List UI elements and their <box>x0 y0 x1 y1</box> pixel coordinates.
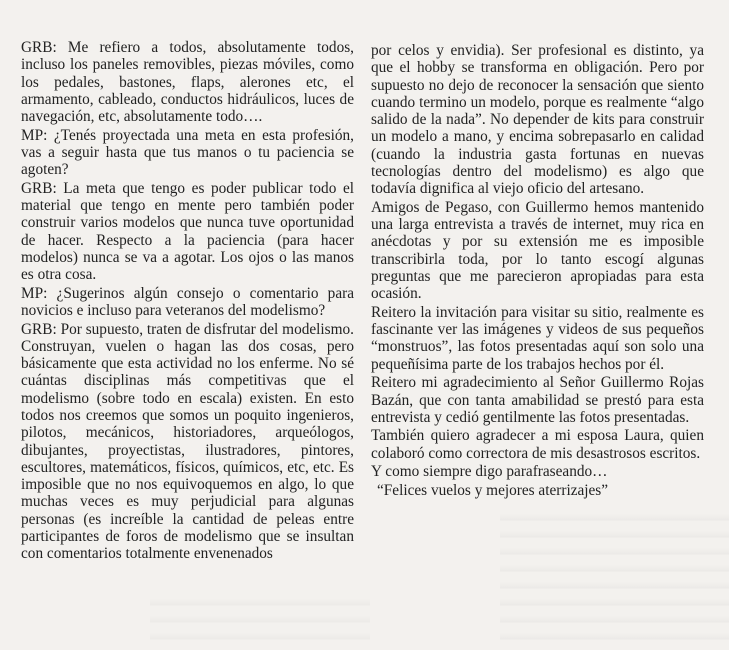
paragraph-mp-question-consejo: MP: ¿Sugerinos algún consejo o comentario para novicios e incluso para veteranos del modelismo? <box>21 284 354 320</box>
right-text-column <box>371 42 704 500</box>
left-text-column <box>21 39 354 564</box>
paragraph-agradecer-laura: También quiero agradecer a mi esposa Laura, quien colaboró como correctora de mis desastrosos escritos. <box>371 427 704 462</box>
paragraph-amigos-de-pegaso: Amigos de Pegaso, con Guillermo hemos mantenido una larga entrevista a través de internet, muy rica en anécdotas y por su extensión me es imposible transcribirla toda, por lo tanto escogí algunas preguntas que me parecieron apropiadas para esta ocasión. <box>371 198 704 303</box>
paragraph-agradecimiento: Reitero mi agradecimiento al Señor Guillermo Rojas Bazán, que con tanta amabilidad se prestó para esta entrevista y cedió gentilmente las fotos presentadas. <box>371 374 704 426</box>
bleed-through-texture-left <box>150 590 370 650</box>
paragraph-parafraseando: Y como siempre digo parafraseando… <box>371 463 608 481</box>
paragraph-grb-answer-meta: GRB: La meta que tengo es poder publicar todo el material que tengo en mente pero también poder construir varios modelos que nunca tuve oportunidad de hacer. Respecto a la paciencia (para hacer modelos) nunca se va a agotar. Los ojos o las manos es otra cosa. <box>21 179 354 284</box>
paragraph-invitacion: Reitero la invitación para visitar su sitio, realmente es fascinante ver las imágenes y videos de sus pequeños “monstruos”, las fotos presentadas aquí son solo una pequeñísima parte de los trabajos hechos por él. <box>371 303 704 373</box>
paragraph-grb-answer-consejo: GRB: Por supuesto, traten de disfrutar del modelismo. Construyan, vuelen o hagan las dos cosas, pero básicamente que esta actividad no los enferme. No sé cuántas disciplinas más competitivas que el modelismo (sobre todo en escala) existen. En esto todos nos creemos que somos un poquito ingenieros, pilotos, mecánicos, historiadores, arqueólogos, dibujantes, proyectistas, ilustradores, pintores, escultores, matemáticos, físicos, químicos, etc, etc. Es imposible que no nos equivoquemos en algo, lo que muchas veces es muy perjudicial para algunas personas (es increíble la cantidad de peleas entre participantes de foros de modelismo que se insultan con comentarios totalmente envenenados <box>21 320 354 563</box>
paragraph-grb-answer-1: GRB: Me refiero a todos, absolutamente todos, incluso los paneles removibles, piezas móviles, como los pedales, bastones, flaps, alerones etc, el armamento, cableado, conductos hidráulicos, luces de navegación, etc, absolutamente todo…. <box>21 39 354 126</box>
paragraph-mp-question-meta: MP: ¿Tenés proyectada una meta en esta profesión, vas a seguir hasta que tus manos o tu paciencia se agoten? <box>21 126 354 179</box>
bleed-through-texture <box>500 505 729 650</box>
paragraph-continuation: por celos y envidia). Ser profesional es distinto, ya que el hobby se transforma en obligación. Pero por supuesto no dejo de reconocer la sensación que siento cuando termino un modelo, porque es realmente “algo salido de la nada”. No depender de kits para construir un modelo a mano, y encima sobrepasarlo en calidad (cuando la industria gasta fortunas en nuevas tecnologías dentro del modelismo) es algo que todavía dignifica al viejo oficio del artesano. <box>371 42 704 198</box>
closing-quote: “Felices vuelos y mejores aterrizajes” <box>377 481 609 499</box>
